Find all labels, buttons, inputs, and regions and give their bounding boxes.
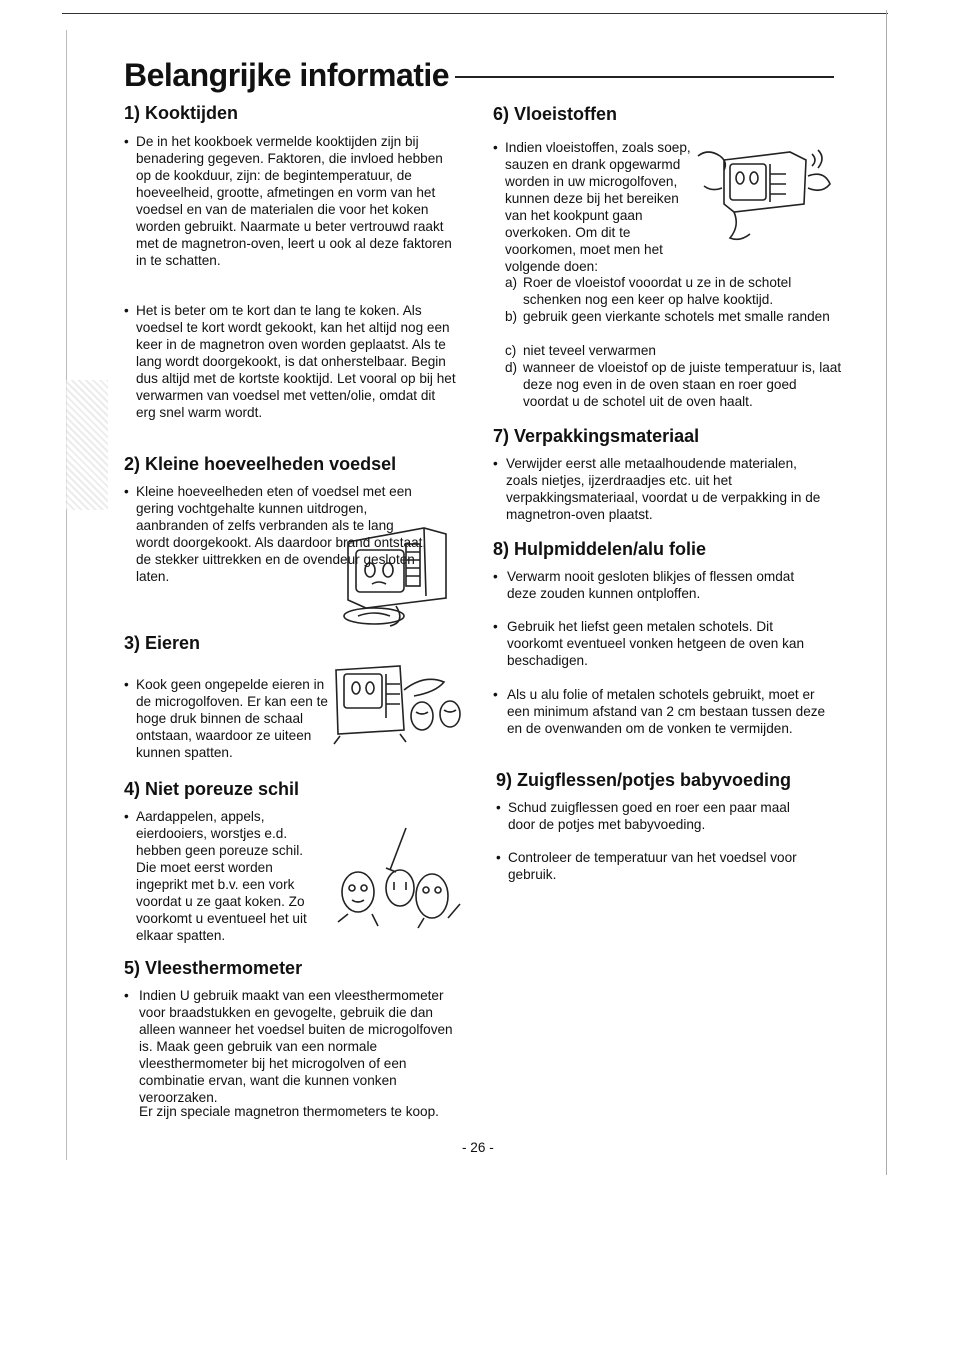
bullet-marker: • — [496, 800, 501, 815]
page-border-right — [886, 10, 887, 1175]
bullet-marker: • — [493, 456, 498, 471]
list-item-text: gebruik geen vierkante schotels met smalle randen — [523, 309, 830, 324]
section-title-kleine-hoeveelheden: 2) Kleine hoeveelheden voedsel — [124, 454, 397, 474]
sad-oven-illustration — [336, 520, 452, 636]
bullet-marker: • — [124, 134, 129, 149]
list-item — [505, 359, 845, 410]
paragraph: Gebruik het liefst geen metalen schotels. Dit voorkomt eventueel vonken hetgeen de oven kan beschadigen. — [507, 619, 805, 668]
list-item — [505, 308, 841, 325]
bullet-marker: • — [496, 850, 501, 865]
bullet-marker: • — [124, 677, 129, 692]
section-title-kooktijden: 1) Kooktijden — [124, 103, 239, 123]
list-item-label: c) — [505, 343, 517, 358]
bullet-marker: • — [493, 687, 498, 702]
page-header — [124, 52, 834, 98]
list-item-label: a) — [505, 275, 518, 290]
list-item-text: Roer de vloeistof vooordat u ze in de schotel schenken nog een keer op halve kooktijd. — [523, 275, 792, 307]
list-item-text: wanneer de vloeistof op de juiste temperatuur is, laat deze nog even in de oven staan en roer goed voordat u de schotel uit de oven haalt. — [523, 360, 842, 409]
bullet-marker: • — [124, 988, 129, 1003]
section-title-hulpmiddelen-alu-folie: 8) Hulpmiddelen/alu folie — [493, 539, 707, 559]
section-title-eieren: 3) Eieren — [124, 633, 201, 653]
list-item-label: d) — [505, 360, 518, 375]
bullet-marker: • — [124, 484, 129, 499]
section-title-niet-poreuze-schil: 4) Niet poreuze schil — [124, 779, 300, 799]
paragraph: Controleer de temperatuur van het voedsel voor gebruik. — [508, 850, 797, 882]
section-title-verpakkingsmateriaal: 7) Verpakkingsmateriaal — [493, 426, 700, 446]
list-item-label: b) — [505, 309, 518, 324]
paragraph: Verwijder eerst alle metaalhoudende materialen, zoals nietjes, ijzerdraadjes etc. uit het verpakkingsmateriaal, voordat u de verpakking in de magnetron-oven plaatst. — [506, 456, 821, 522]
paragraph: Schud zuigflessen goed en roer een paar maal door de potjes met babyvoeding. — [508, 800, 790, 832]
paragraph: Indien vloeistoffen, zoals soep, sauzen en drank opgewarmd worden in uw microgolfoven, kunnen deze bij het bereiken van het kookpunt gaan overkoken. Om dit te voorkomen, moet men het volgende doen: — [505, 140, 691, 274]
paragraph: Kook geen ongepelde eieren in de microgolfoven. Er kan een te hoge druk binnen de schaal ontstaan, waardoor ze uiteen kunnen spatten. — [136, 677, 328, 760]
paragraph: Er zijn speciale magnetron thermometers te koop. — [139, 1104, 439, 1119]
page-number: - 26 - — [462, 1140, 494, 1155]
overflowing-oven-illustration — [694, 142, 838, 246]
food-characters-with-fork-illustration — [328, 826, 468, 936]
bullet-marker: • — [124, 303, 129, 318]
scan-artifact — [66, 380, 108, 510]
section-title-zuigflessen-potjes-babyvoeding: 9) Zuigflessen/potjes babyvoeding — [496, 770, 792, 790]
page-title: Belangrijke informatie — [124, 56, 450, 93]
bullet-marker: • — [493, 619, 498, 634]
bullet-marker: • — [493, 569, 498, 584]
title-rule — [455, 76, 834, 78]
paragraph: Verwarm nooit gesloten blikjes of flessen omdat deze zouden kunnen ontploffen. — [507, 569, 795, 601]
section-title-vloeistoffen: 6) Vloeistoffen — [493, 104, 618, 124]
paragraph: Kleine hoeveelheden eten of voedsel met een gering vochtgehalte kunnen uitdrogen, aanbranden of zelfs verbranden als te lang wordt doorgekookt. Als daardoor brand ontstaat, de stekker uittrekken en de ovendeur gesloten laten. — [136, 484, 427, 584]
paragraph: Aardappelen, appels, eierdooiers, worstjes e.d. hebben geen poreuze schil. Die moet eerst worden ingeprikt met b.v. een vork voordat u ze gaat koken. Zo voorkomt u eventueel het uit elkaar spatten. — [136, 809, 307, 943]
section-title-vleesthermometer: 5) Vleesthermometer — [124, 958, 303, 978]
bullet-marker: • — [124, 809, 129, 824]
paragraph: Indien U gebruik maakt van een vleesthermometer voor braadstukken en gevogelte, gebruik die dan alleen wanneer het voedsel buiten de microgolfoven is. Maak geen gebruik van een normale vleesthermometer bij het microgolven of een combinatie ervan, want die kunnen vonken veroorzaken. — [139, 988, 453, 1105]
oven-with-eggs-illustration — [330, 660, 464, 746]
page-border-top — [62, 13, 888, 14]
list-item-text: niet teveel verwarmen — [523, 343, 656, 358]
paragraph: Het is beter om te kort dan te lang te koken. Als voedsel te kort wordt gekookt, kan het altijd nog een keer in de magnetron oven worden geplaatst. Als te lang wordt doorgekookt, is dat onherstelbaar. Begin dus altijd met de kortste kooktijd. Let vooral op bij het verwarmen van voedsel met vetten/olie, omdat dit erg snel warm wordt. — [136, 303, 456, 420]
paragraph: De in het kookboek vermelde kooktijden zijn bij benadering gegeven. Faktoren, die invloed hebben op de kookduur, zijn: de begintemperatuur, de hoeveelheid, grootte, afmetingen en vorm van het voedsel en van de materialen die voor het koken worden gebruikt. Naarmate u beter vertrouwd raakt met de magnetron-oven, leert u ook al deze faktoren in te schatten. — [136, 134, 452, 268]
paragraph: Als u alu folie of metalen schotels gebruikt, moet er een minimum afstand van 2 cm bestaan tussen deze en de ovenwanden om de vonken te vermijden. — [507, 687, 826, 736]
list-item — [505, 274, 841, 308]
page-border-left — [66, 30, 67, 1160]
bullet-marker: • — [493, 140, 498, 155]
list-item — [505, 342, 841, 359]
